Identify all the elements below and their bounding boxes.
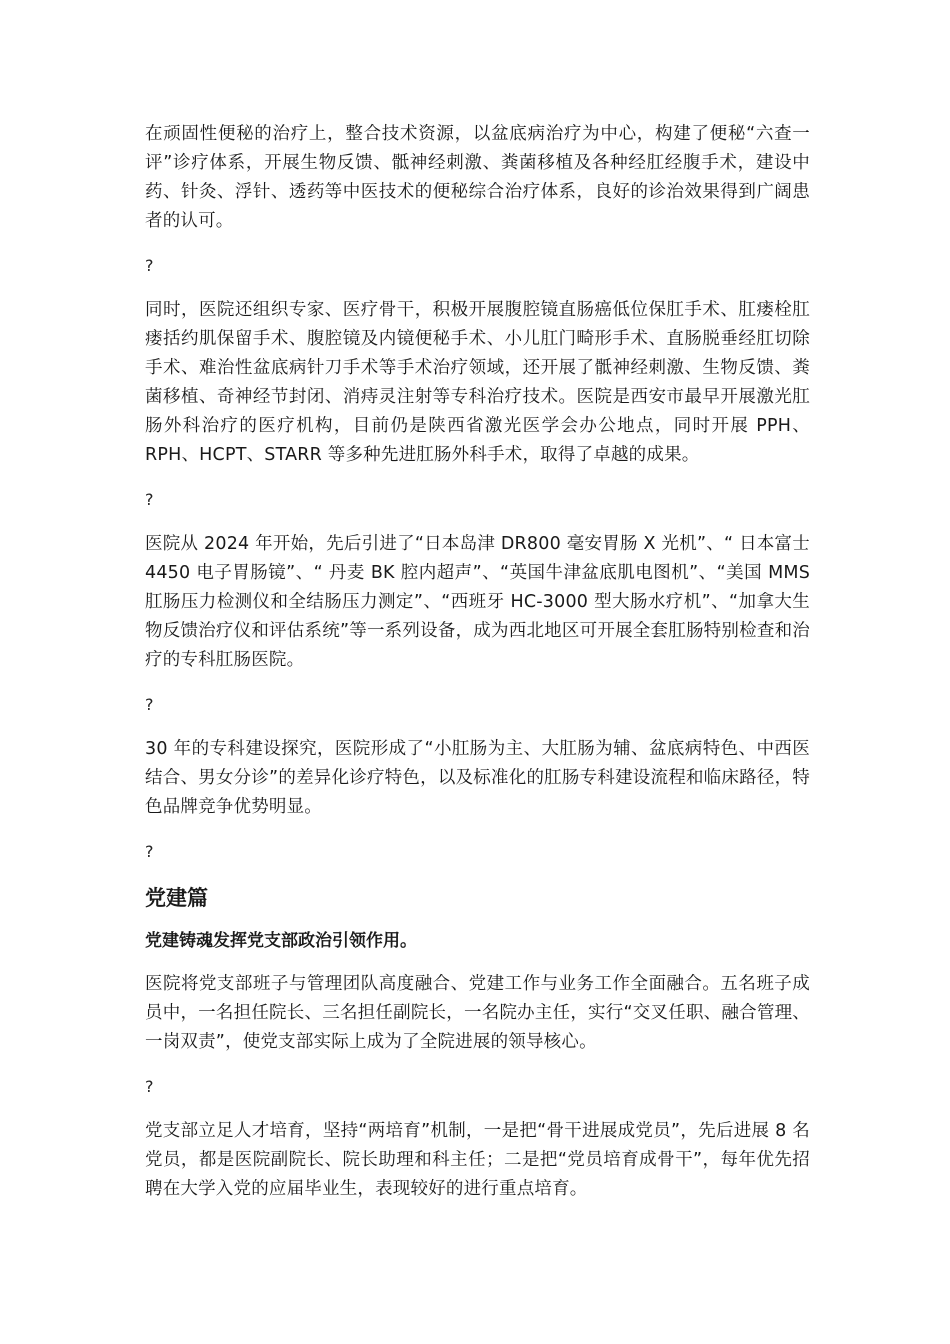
paragraph-constipation-treatment: 在顽固性便秘的治疗上，整合技术资源，以盆底病治疗为中心，构建了便秘“六查一评”诊疗体系，开展生物反馈、骶神经刺激、粪菌移植及各种经肛经腹手术，建设中药、针灸、浮针、透药等中医技术的便秘综合治疗体系，良好的诊治效果得到广阔患者的认可。 — [145, 124, 810, 231]
paragraph-equipment: 医院从 2024 年开始，先后引进了“日本岛津 DR800 毫安胃肠 X 光机”、“ 日本富士 4450 电子胃肠镜”、“ 丹麦 BK 腔内超声”、“英国牛津盆底肌电图机”、“美国 MMS 肛肠压力检测仪和全结肠压力测定”、“西班牙 HC-3000 型大肠水疗机”、“加拿大生物反馈治疗仪和评估系统”等一系列设备，成为西北地区可开展全套肛肠特别检查和治疗的专科肛肠医院。 — [145, 534, 810, 670]
placeholder-marker: ? — [145, 1077, 154, 1096]
placeholder-marker: ? — [145, 695, 154, 714]
paragraph-talent-cultivation: 党支部立足人才培育，坚持“两培育”机制，一是把“骨干进展成党员”，先后进展 8 名党员，都是医院副院长、院长助理和科主任；二是把“党员培育成骨干”，每年优先招聘在大学入党的应届毕业生，表现较好的进行重点培育。 — [145, 1121, 810, 1199]
section-title: 党建篇 — [145, 886, 208, 910]
paragraph-party-integration: 医院将党支部班子与管理团队高度融合、党建工作与业务工作全面融合。五名班子成员中，一名担任院长、三名担任副院长，一名院办主任，实行“交叉任职、融合管理、一岗双责”，使党支部实际上成为了全院进展的领导核心。 — [145, 974, 810, 1052]
section-subtitle: 党建铸魂发挥党支部政治引领作用。 — [145, 931, 417, 951]
document-page — [145, 120, 810, 1222]
placeholder-marker: ? — [145, 842, 154, 861]
paragraph-surgical-techniques: 同时，医院还组织专家、医疗骨干，积极开展腹腔镜直肠癌低位保肛手术、肛瘘栓肛瘘括约肌保留手术、腹腔镜及内镜便秘手术、小儿肛门畸形手术、直肠脱垂经肛切除手术、难治性盆底病针刀手术等手术治疗领域，还开展了骶神经刺激、生物反馈、粪菌移植、奇神经节封闭、消痔灵注射等专科治疗技术。医院是西安市最早开展激光肛肠外科治疗的医疗机构，目前仍是陕西省激光医学会办公地点，同时开展 PPH、RPH、HCPT、STARR 等多种先进肛肠外科手术，取得了卓越的成果。 — [145, 300, 810, 465]
placeholder-marker: ? — [145, 490, 154, 509]
placeholder-marker: ? — [145, 256, 154, 275]
paragraph-specialty-features: 30 年的专科建设探究，医院形成了“小肛肠为主、大肛肠为辅、盆底病特色、中西医结合、男女分诊”的差异化诊疗特色，以及标准化的肛肠专科建设流程和临床路径，特色品牌竞争优势明显。 — [145, 739, 810, 817]
